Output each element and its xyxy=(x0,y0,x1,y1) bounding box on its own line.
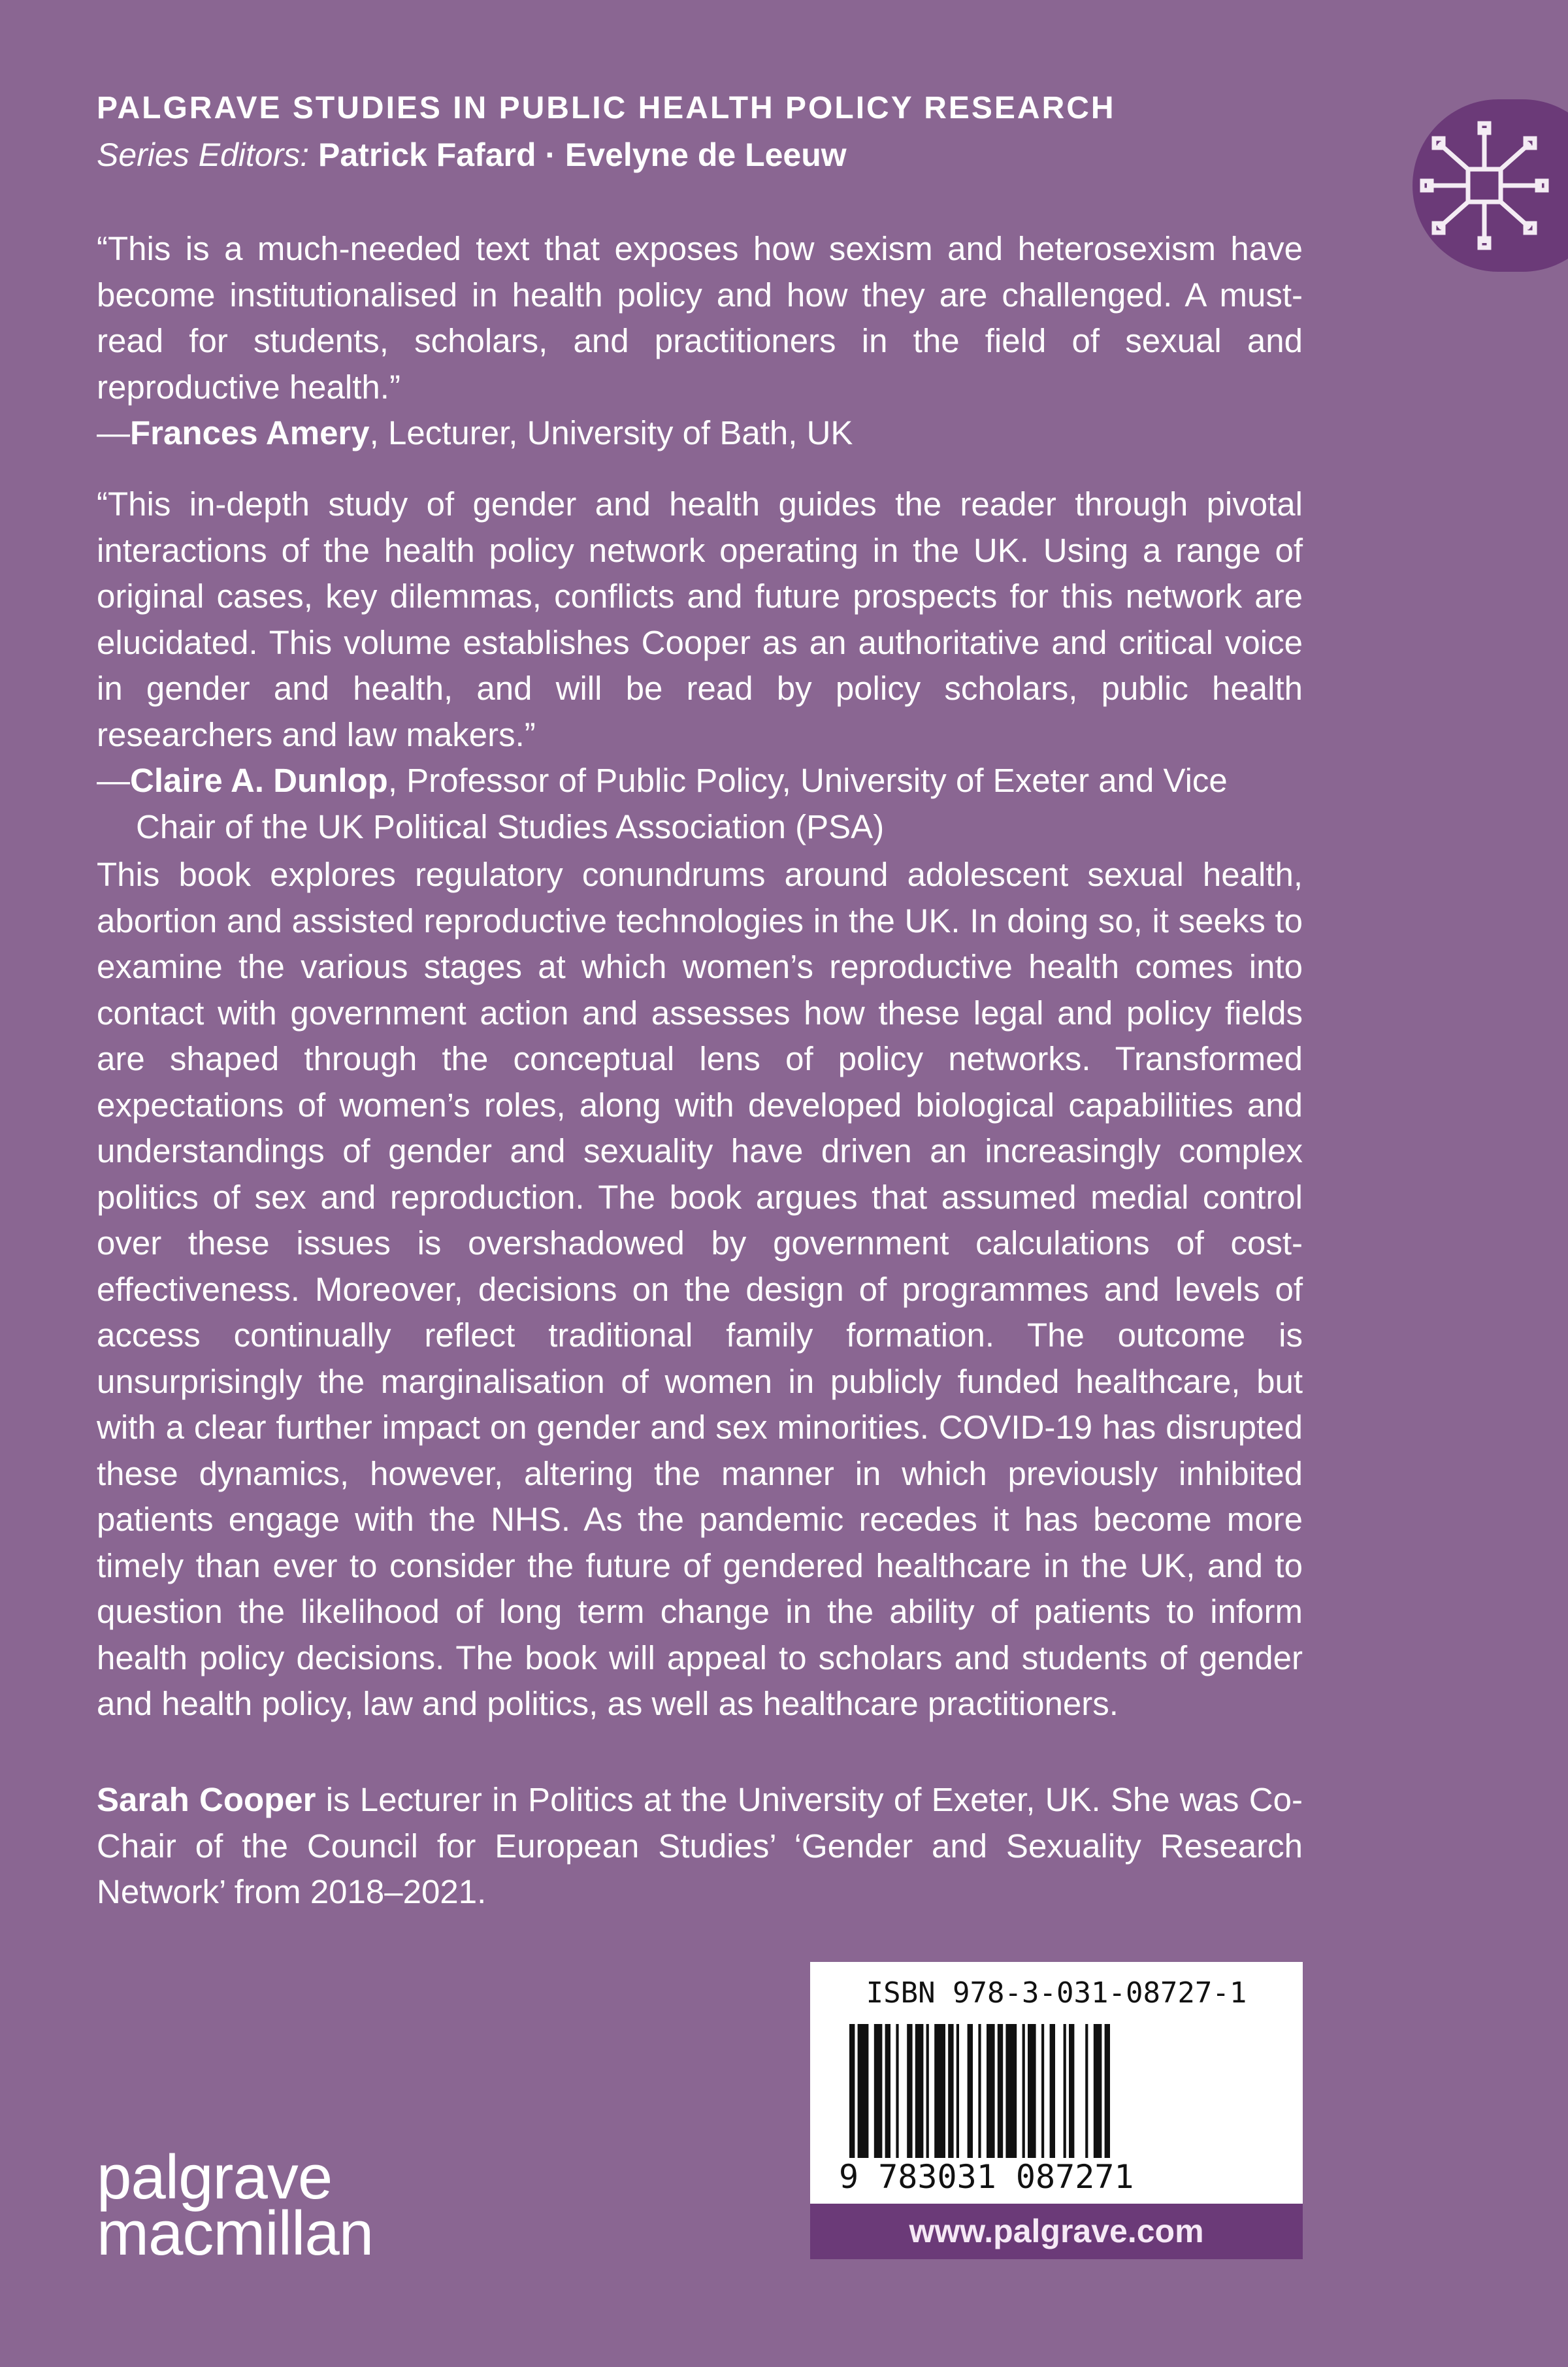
quote-text: “This is a much-needed text that exposes how sexism and heterosexism have become institutionalised in health policy and how they are challenged. A must-read for students, scholars, and practitioners in the field of sexual and reproductive health.” xyxy=(97,230,1303,406)
author-bio-text: is Lecturer in Politics at the University of Exeter, UK. She was Co-Chair of the Council for European Studies’ ‘Gender and Sexuality Research Network’ from 2018–2021. xyxy=(97,1781,1303,1910)
barcode-panel xyxy=(810,1962,1303,2259)
quote-author: Frances Amery xyxy=(130,414,370,451)
dash: — xyxy=(97,762,130,799)
quote-author-role: , Professor of Public Policy, University of Exeter and Vice Chair of the UK Political Studies Association (PSA) xyxy=(136,762,1228,845)
quote-text: “This in-depth study of gender and health guides the reader through pivotal interactions of the health policy network operating in the UK. Using a range of original cases, key dilemmas, conflicts and future prospects for this network are elucidated. This volume establishes Cooper as an authoritative and critical voice in gender and health, and will be read by policy scholars, public health researchers and law makers.” xyxy=(97,485,1303,753)
quote-attribution xyxy=(97,410,1303,457)
publisher-url[interactable]: www.palgrave.com xyxy=(810,2204,1303,2259)
logo-line-2: macmillan xyxy=(97,2198,374,2268)
author-bio xyxy=(97,1777,1303,1916)
palgrave-macmillan-logo xyxy=(97,2142,374,2268)
endorsement-quote-1 xyxy=(97,226,1303,457)
quote-author: Claire A. Dunlop xyxy=(130,762,388,799)
series-editors xyxy=(97,136,847,174)
author-name: Sarah Cooper xyxy=(97,1781,316,1818)
editors-names: Patrick Fafard · Evelyne de Leeuw xyxy=(318,137,847,173)
isbn-text: ISBN 978-3-031-08727-1 xyxy=(866,1976,1247,2010)
palgrave-logo-tab xyxy=(1413,99,1568,272)
dash: — xyxy=(97,414,130,451)
series-title: PALGRAVE STUDIES IN PUBLIC HEALTH POLICY RESEARCH xyxy=(97,91,1116,125)
barcode-digits: 9 783031 087271 xyxy=(836,2158,1137,2196)
endorsement-quote-2 xyxy=(97,482,1303,850)
logo-line-1: palgrave xyxy=(97,2142,333,2212)
quote-attribution xyxy=(97,758,1303,850)
quote-author-role: , Lecturer, University of Bath, UK xyxy=(369,414,853,451)
editors-label: Series Editors: xyxy=(97,137,310,173)
network-icon xyxy=(1419,120,1550,251)
book-description: This book explores regulatory conundrums around adolescent sexual health, abortion and assisted reproductive technologies in the UK. In doing so, it seeks to examine the various stages at which women’s reproductive health comes into contact with government action and assesses how these legal and policy fields are shaped through the conceptual lens of policy networks. Transformed expectations of women’s roles, along with developed biological capabilities and understandings of gender and sexuality have driven an increasingly complex politics of sex and reproduction. The book argues that assumed medial control over these issues is overshadowed by government calculations of cost-effectiveness. Moreover, decisions on the design of programmes and levels of access continually reflect traditional family formation. The outcome is unsurprisingly the marginalisation of women in publicly funded healthcare, but with a clear further impact on gender and sex minorities. COVID-19 has disrupted these dynamics, however, altering the manner in which previously inhibited patients engage with the NHS. As the pandemic recedes it has become more timely than ever to consider the future of gendered healthcare in the UK, and to question the likelihood of long term change in the ability of patients to inform health policy decisions. The book will appeal to scholars and students of gender and health policy, law and politics, as well as healthcare practitioners. xyxy=(97,856,1303,1722)
